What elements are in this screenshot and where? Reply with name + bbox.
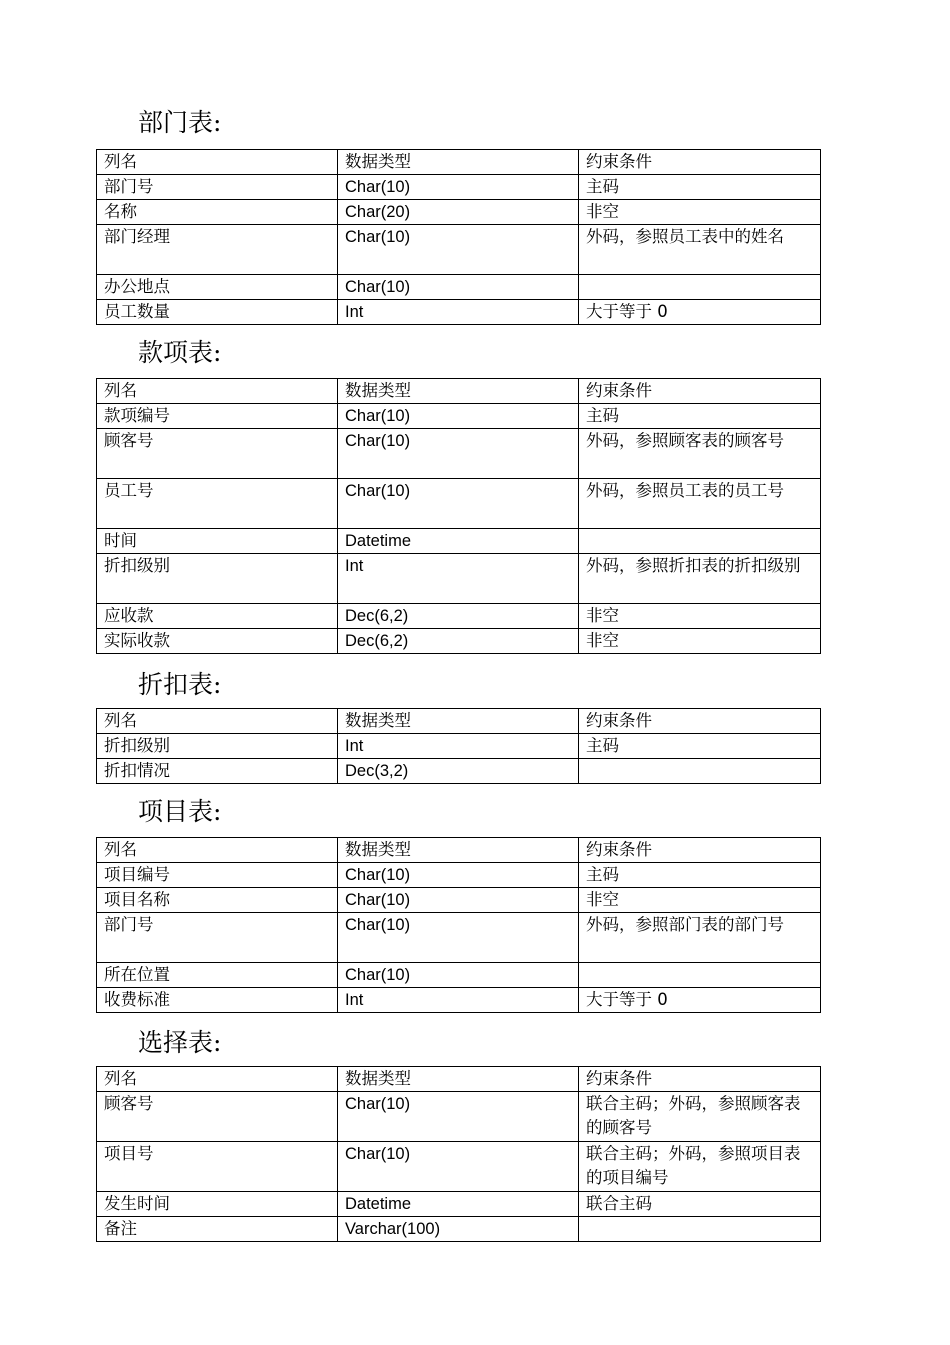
table-header-row [97, 150, 821, 175]
data-type-cell: Varchar(100) [338, 1217, 579, 1242]
constraint-cell [579, 963, 821, 988]
column-header: 数据类型 [338, 838, 579, 863]
column-name-cell: 款项编号 [97, 404, 338, 429]
data-type-cell: Char(10) [338, 863, 579, 888]
column-header: 约束条件 [579, 838, 821, 863]
column-header: 列名 [97, 838, 338, 863]
column-header: 约束条件 [579, 709, 821, 734]
table-row [97, 554, 821, 604]
table-row [97, 734, 821, 759]
table-row [97, 529, 821, 554]
column-name-cell: 项目名称 [97, 888, 338, 913]
data-type-cell: Char(10) [338, 225, 579, 275]
constraint-cell: 外码，参照员工表的员工号 [579, 479, 821, 529]
column-header: 约束条件 [579, 150, 821, 175]
data-type-cell: Char(10) [338, 175, 579, 200]
constraint-cell [579, 759, 821, 784]
data-type-cell: Char(10) [338, 404, 579, 429]
discount-table-title: 折扣表: [138, 670, 222, 699]
column-name-cell: 应收款 [97, 604, 338, 629]
table-row [97, 963, 821, 988]
discount-table [96, 708, 821, 784]
column-name-cell: 员工数量 [97, 300, 338, 325]
table-row [97, 988, 821, 1013]
column-name-cell: 实际收款 [97, 629, 338, 654]
column-name-cell: 项目号 [97, 1142, 338, 1192]
data-type-cell: Char(10) [338, 913, 579, 963]
table-row [97, 913, 821, 963]
column-header: 列名 [97, 150, 338, 175]
column-header: 数据类型 [338, 1067, 579, 1092]
column-name-cell: 折扣级别 [97, 734, 338, 759]
column-header: 列名 [97, 1067, 338, 1092]
column-name-cell: 办公地点 [97, 275, 338, 300]
constraint-cell: 外码，参照顾客表的顾客号 [579, 429, 821, 479]
constraint-cell: 外码，参照员工表中的姓名 [579, 225, 821, 275]
table-row [97, 175, 821, 200]
constraint-cell: 主码 [579, 404, 821, 429]
constraint-cell: 主码 [579, 863, 821, 888]
department-table-title: 部门表: [138, 108, 222, 137]
column-name-cell: 时间 [97, 529, 338, 554]
data-type-cell: Datetime [338, 1192, 579, 1217]
project-table-title: 项目表: [138, 797, 222, 826]
column-name-cell: 发生时间 [97, 1192, 338, 1217]
constraint-cell: 联合主码 [579, 1192, 821, 1217]
column-header: 约束条件 [579, 379, 821, 404]
data-type-cell: Int [338, 734, 579, 759]
table-row [97, 604, 821, 629]
column-name-cell: 部门经理 [97, 225, 338, 275]
table-row [97, 1092, 821, 1142]
constraint-cell: 大于等于 0 [579, 988, 821, 1013]
column-name-cell: 折扣级别 [97, 554, 338, 604]
table-row [97, 888, 821, 913]
column-header: 数据类型 [338, 150, 579, 175]
selection-table-title: 选择表: [138, 1028, 222, 1057]
column-name-cell: 收费标准 [97, 988, 338, 1013]
column-header: 数据类型 [338, 379, 579, 404]
data-type-cell: Dec(6,2) [338, 629, 579, 654]
table-row [97, 225, 821, 275]
data-type-cell: Int [338, 554, 579, 604]
data-type-cell: Char(20) [338, 200, 579, 225]
table-row [97, 1217, 821, 1242]
constraint-cell: 联合主码；外码，参照项目表的项目编号 [579, 1142, 821, 1192]
payment-table [96, 378, 821, 654]
department-table [96, 149, 821, 325]
constraint-cell: 外码，参照折扣表的折扣级别 [579, 554, 821, 604]
column-name-cell: 名称 [97, 200, 338, 225]
column-name-cell: 项目编号 [97, 863, 338, 888]
constraint-cell: 主码 [579, 175, 821, 200]
constraint-cell [579, 275, 821, 300]
column-name-cell: 部门号 [97, 175, 338, 200]
data-type-cell: Char(10) [338, 429, 579, 479]
table-row [97, 863, 821, 888]
table-header-row [97, 838, 821, 863]
column-name-cell: 部门号 [97, 913, 338, 963]
table-row [97, 275, 821, 300]
data-type-cell: Char(10) [338, 1142, 579, 1192]
table-row [97, 404, 821, 429]
column-header: 数据类型 [338, 709, 579, 734]
column-name-cell: 员工号 [97, 479, 338, 529]
column-header: 约束条件 [579, 1067, 821, 1092]
data-type-cell: Dec(6,2) [338, 604, 579, 629]
table-row [97, 300, 821, 325]
data-type-cell: Char(10) [338, 1092, 579, 1142]
column-header: 列名 [97, 379, 338, 404]
table-header-row [97, 709, 821, 734]
data-type-cell: Dec(3,2) [338, 759, 579, 784]
table-header-row [97, 1067, 821, 1092]
column-name-cell: 备注 [97, 1217, 338, 1242]
constraint-cell: 外码，参照部门表的部门号 [579, 913, 821, 963]
data-type-cell: Datetime [338, 529, 579, 554]
table-row [97, 200, 821, 225]
constraint-cell: 非空 [579, 888, 821, 913]
column-name-cell: 顾客号 [97, 1092, 338, 1142]
data-type-cell: Int [338, 300, 579, 325]
table-row [97, 479, 821, 529]
table-header-row [97, 379, 821, 404]
payment-table-title: 款项表: [138, 338, 222, 367]
data-type-cell: Char(10) [338, 888, 579, 913]
constraint-cell: 非空 [579, 604, 821, 629]
constraint-cell: 联合主码；外码，参照顾客表的顾客号 [579, 1092, 821, 1142]
table-row [97, 759, 821, 784]
selection-table [96, 1066, 821, 1242]
table-row [97, 1142, 821, 1192]
project-table [96, 837, 821, 1013]
constraint-cell: 大于等于 0 [579, 300, 821, 325]
column-header: 列名 [97, 709, 338, 734]
data-type-cell: Int [338, 988, 579, 1013]
data-type-cell: Char(10) [338, 963, 579, 988]
column-name-cell: 所在位置 [97, 963, 338, 988]
table-row [97, 429, 821, 479]
table-row [97, 1192, 821, 1217]
column-name-cell: 顾客号 [97, 429, 338, 479]
column-name-cell: 折扣情况 [97, 759, 338, 784]
constraint-cell: 非空 [579, 629, 821, 654]
constraint-cell [579, 1217, 821, 1242]
constraint-cell [579, 529, 821, 554]
table-row [97, 629, 821, 654]
constraint-cell: 非空 [579, 200, 821, 225]
constraint-cell: 主码 [579, 734, 821, 759]
data-type-cell: Char(10) [338, 275, 579, 300]
data-type-cell: Char(10) [338, 479, 579, 529]
